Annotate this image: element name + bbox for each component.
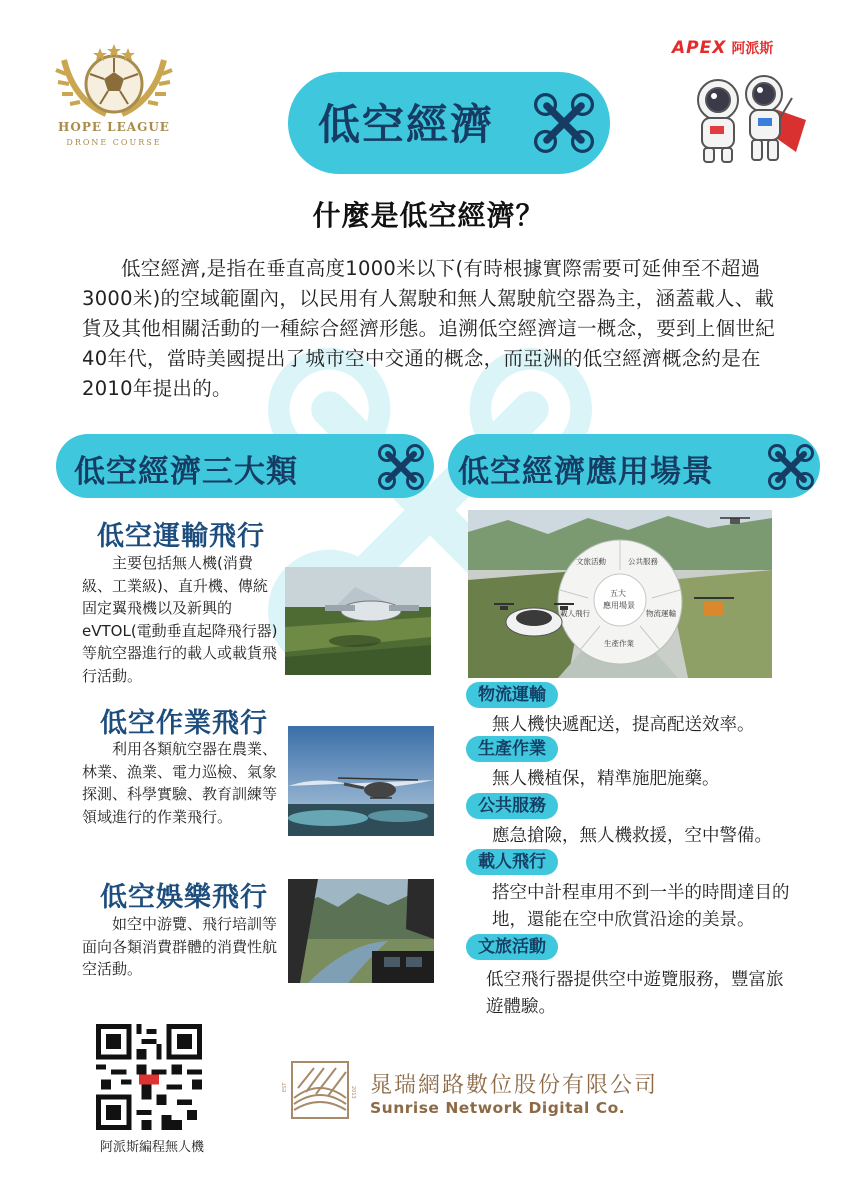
- application-tag: 文旅活動: [466, 934, 558, 960]
- hope-league-logo: [44, 40, 184, 160]
- application-description: 無人機快遞配送，提高配送效率。: [492, 715, 755, 735]
- logo-sub-text: DRONE COURSE: [66, 138, 162, 147]
- sunrise-logo-mark-icon: [284, 1058, 354, 1124]
- applications-title: 低空經濟應用場景: [458, 454, 714, 490]
- category-body: 利用各類航空器在農業、林業、漁業、電力巡檢、氣象探測、科學實驗、教育訓練等領域進行的作業飛行。: [82, 740, 278, 826]
- svg-text:2013: 2013: [350, 1086, 356, 1099]
- title-banner: [288, 72, 610, 174]
- application-scenes-image: [468, 510, 772, 678]
- category-body: 如空中游覽、飛行培訓等面向各類消費群體的消費性航空活動。: [82, 915, 278, 978]
- category-title: 低空娛樂飛行: [100, 882, 268, 913]
- drone-icon: [531, 90, 597, 156]
- categories-title: 低空經濟三大類: [74, 454, 298, 490]
- categories-banner: [56, 434, 434, 498]
- svg-text:EST: EST: [282, 1082, 288, 1092]
- scene-label: 物流運輸: [646, 609, 676, 618]
- application-tag: 生產作業: [466, 736, 558, 762]
- application-tag: 物流運輸: [466, 682, 558, 708]
- apex-logo: [672, 38, 802, 58]
- application-tag: 載人飛行: [466, 849, 558, 875]
- logo-brand-text: HOPE LEAGUE: [58, 120, 170, 134]
- cockpit-view-photo: [288, 879, 434, 983]
- drone-icon: [376, 442, 426, 492]
- apex-logo-text: APEX: [672, 38, 727, 58]
- page-title: 低空經濟: [318, 100, 495, 149]
- qr-code-label: 阿派斯編程無人機: [99, 1140, 204, 1155]
- helicopter-photo: [288, 726, 434, 836]
- astronaut-mascots-icon: [680, 68, 810, 168]
- evtol-photo: [285, 567, 431, 675]
- scene-label: 生產作業: [604, 639, 634, 648]
- application-tag: 公共服務: [466, 793, 558, 819]
- category-title: 低空作業飛行: [100, 708, 268, 739]
- scene-center-label: 應用場景: [603, 601, 635, 610]
- category-body: 主要包括無人機(消費級、工業級)、直升機、傳統固定翼飛機以及新興的eVTOL(電動垂直起降飛行器)等航空器進行的載人或載貨飛行活動。: [82, 554, 278, 685]
- intro-paragraph: 低空經濟,是指在垂直高度1000米以下(有時根據實際需要可延伸至不超過3000米)的空域範圍內，以民用有人駕駛和無人駕駛航空器為主，涵蓋載人、載貨及其他相關活動的一種綜合經濟形態。追溯低空經濟這一概念，要到上個世紀40年代，當時美國提出了城市空中交通的概念，而亞洲的低空經濟概念約是在2010年提出的。: [82, 257, 776, 400]
- qr-code-icon[interactable]: [96, 1024, 202, 1130]
- scene-center-label: 五大: [610, 589, 626, 598]
- applications-banner: [448, 434, 820, 498]
- apex-logo-cn: 阿派斯: [731, 41, 774, 57]
- company-name-en: Sunrise Network Digital Co.: [370, 1099, 626, 1117]
- section-heading: 什麼是低空經濟？: [312, 199, 545, 232]
- company-name-cn: 晁瑞網路數位股份有限公司: [370, 1073, 659, 1098]
- scene-label: 文旅活動: [576, 557, 606, 566]
- application-description: 搭空中計程車用不到一半的時間達目的地，還能在空中欣賞沿途的美景。: [492, 883, 790, 930]
- application-description: 無人機植保，精準施肥施藥。: [492, 769, 720, 789]
- drone-icon: [766, 442, 816, 492]
- category-title: 低空運輸飛行: [97, 521, 265, 552]
- application-description: 應急搶險，無人機救援，空中警備。: [492, 826, 772, 846]
- scene-label: 公共服務: [628, 557, 658, 566]
- application-description: 低空飛行器提供空中遊覽服務，豐富旅遊體驗。: [486, 970, 784, 1017]
- soccer-ball-logo-icon: [44, 40, 184, 120]
- scene-label: 載人飛行: [560, 609, 590, 618]
